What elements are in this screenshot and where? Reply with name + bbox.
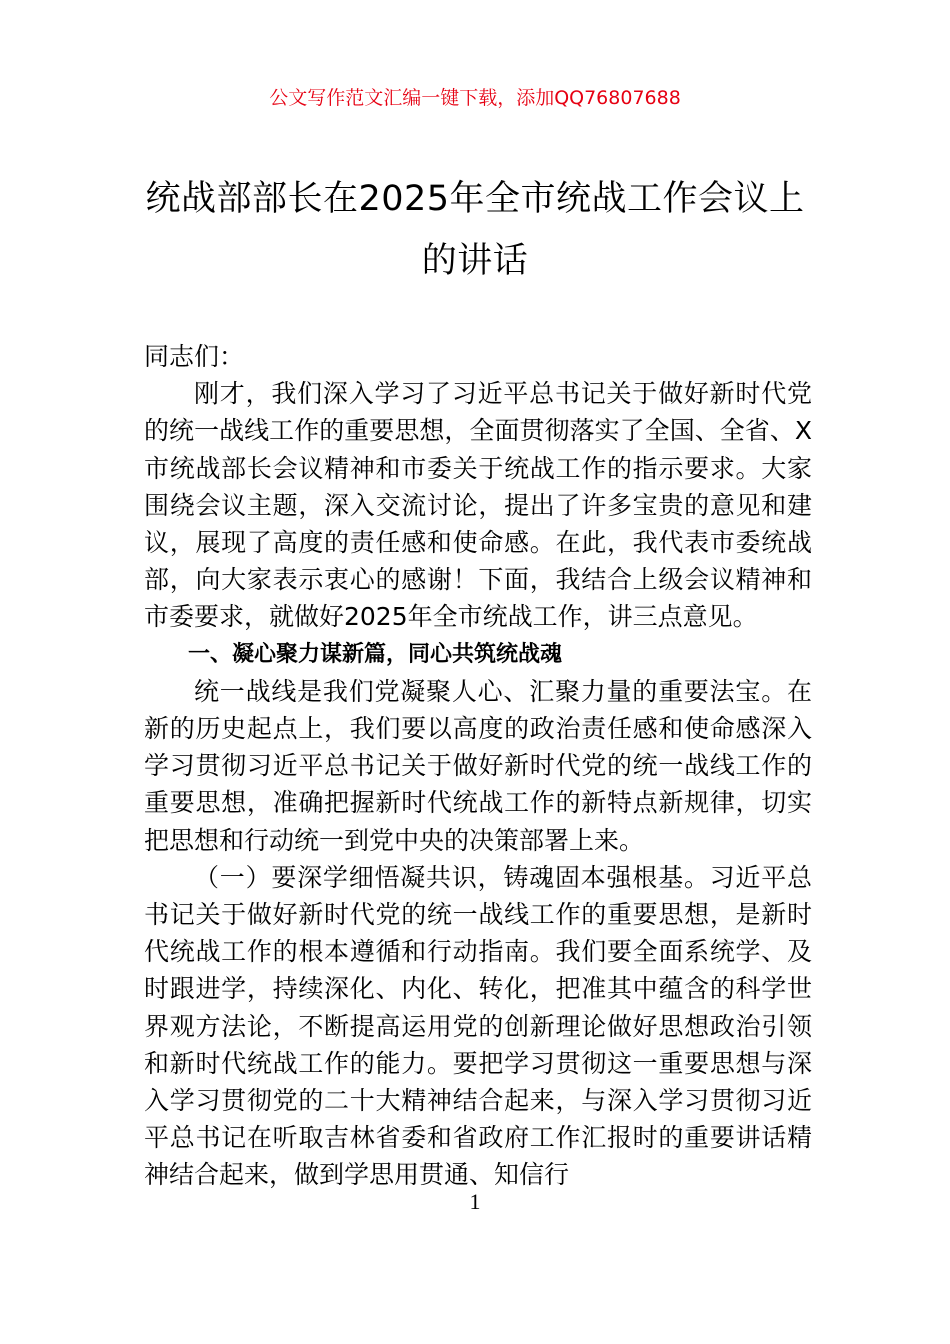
page-number: 1 bbox=[469, 1189, 481, 1214]
document-body bbox=[144, 338, 812, 1194]
salutation: 同志们： bbox=[144, 342, 245, 371]
download-notice: 公文写作范文汇编一键下载，添加QQ76807688 bbox=[269, 87, 681, 109]
document-title bbox=[140, 168, 810, 292]
title-line-1: 统战部部长在2025年全市统战工作会议上 bbox=[145, 179, 805, 219]
paragraph-subsection1: （一）要深学细悟凝共识，铸魂固本强根基。习近平总书记关于做好新时代党的统一战线工作的重要思想，是新时代统战工作的根本遵循和行动指南。我们要全面系统学、及时跟进学，持续深化、内化、转化，把准其中蕴含的科学世界观方法论，不断提高运用党的创新理论做好思想政治引领和新时代统战工作的能力。要把学习贯彻这一重要思想与深入学习贯彻党的二十大精神结合起来，与深入学习贯彻习近平总书记在听取吉林省委和省政府工作汇报时的重要讲话精神结合起来，做到学思用贯通、知信行 bbox=[144, 862, 812, 1190]
title-line-2: 的讲话 bbox=[421, 241, 529, 281]
section-heading-1: 一、凝心聚力谋新篇，同心共筑统战魂 bbox=[188, 641, 563, 667]
paragraph-section1: 统一战线是我们党凝聚人心、汇聚力量的重要法宝。在新的历史起点上，我们要以高度的政治责任感和使命感深入学习贯彻习近平总书记关于做好新时代党的统一战线工作的重要思想，准确把握新时代统战工作的新特点新规律，切实把思想和行动统一到党中央的决策部署上来。 bbox=[144, 676, 812, 855]
paragraph-intro: 刚才，我们深入学习了习近平总书记关于做好新时代党的统一战线工作的重要思想，全面贯彻落实了全国、全省、X市统战部长会议精神和市委关于统战工作的指示要求。大家围绕会议主题，深入交流讨论，提出了许多宝贵的意见和建议，展现了高度的责任感和使命感。在此，我代表市委统战部，向大家表示衷心的感谢！下面，我结合上级会议精神和市委要求，就做好2025年全市统战工作，讲三点意见。 bbox=[144, 379, 812, 632]
